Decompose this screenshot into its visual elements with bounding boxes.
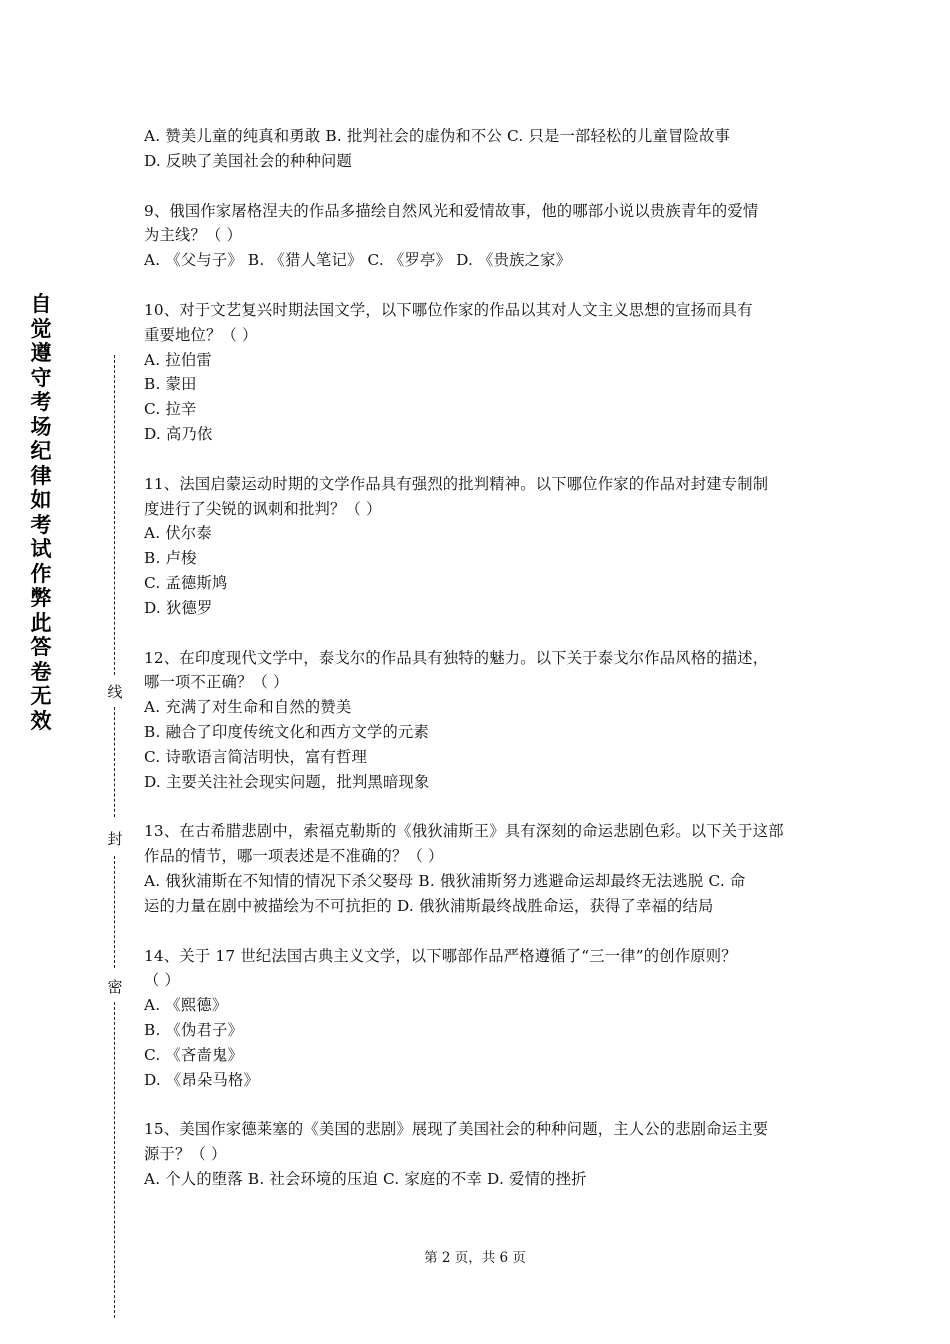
question-stem: 源于？（ ）	[144, 1145, 227, 1164]
question-stem: 重要地位？（ ）	[144, 325, 258, 344]
question-stem: 度进行了尖锐的讽刺和批判？（ ）	[144, 499, 382, 518]
question-13	[144, 819, 816, 918]
question-9	[144, 199, 816, 273]
question-stem: 作品的情节，哪一项表述是不准确的？（ ）	[144, 847, 444, 866]
option-c: C. 拉辛	[144, 400, 197, 419]
question-14	[144, 944, 816, 1093]
question-stem: 12、在印度现代文学中，泰戈尔的作品具有独特的魅力。以下关于泰戈尔作品风格的描述，	[144, 648, 769, 667]
option-b: B. 融合了印度传统文化和西方文学的元素	[144, 722, 430, 741]
exam-discipline-notice: 自觉遵守考场纪律如考试作弊此答卷无效	[30, 292, 52, 733]
question-options: A. 《父与子》 B. 《猎人笔记》 C. 《罗亭》 D. 《贵族之家》	[144, 251, 572, 270]
question-stem: 11、法国启蒙运动时期的文学作品具有强烈的批判精神。以下哪位作家的作品对封建专制制	[144, 474, 769, 493]
page-number-footer: 第 2 页，共 6 页	[424, 1250, 526, 1266]
question-12	[144, 646, 816, 795]
question-stem: 13、在古希腊悲剧中，索福克勒斯的《俄狄浦斯王》具有深刻的命运悲剧色彩。以下关于这部	[144, 822, 784, 841]
option-d: D. 高乃依	[144, 424, 213, 443]
option-a: A. 拉伯雷	[144, 350, 212, 369]
question-8-options	[144, 124, 816, 174]
question-stem: （ ）	[144, 971, 181, 990]
seal-label-line: 线	[107, 683, 123, 701]
question-stem: 10、对于文艺复兴时期法国文学，以下哪位作家的作品以其对人文主义思想的宣扬而具有	[144, 300, 753, 319]
question-11	[144, 472, 816, 621]
question-stem: 为主线？（ ）	[144, 226, 243, 245]
question-line: D. 反映了美国社会的种种问题	[144, 151, 353, 170]
question-stem: 哪一项不正确？（ ）	[144, 673, 289, 692]
binding-line-segment	[114, 707, 115, 817]
question-10	[144, 298, 816, 447]
binding-line-segment	[114, 1002, 115, 1318]
binding-line-segment	[114, 355, 115, 675]
question-15	[144, 1117, 816, 1191]
option-a: A. 《熙德》	[144, 996, 228, 1015]
option-b: B. 卢梭	[144, 549, 197, 568]
option-a: A. 伏尔泰	[144, 524, 212, 543]
question-options: 运的力量在剧中被描绘为不可抗拒的 D. 俄狄浦斯最终战胜命运，获得了幸福的结局	[144, 896, 714, 915]
option-b: B. 蒙田	[144, 375, 197, 394]
option-c: C. 孟德斯鸠	[144, 573, 228, 592]
option-c: C. 《吝啬鬼》	[144, 1045, 243, 1064]
seal-label-secret: 密	[107, 978, 123, 996]
question-list	[144, 124, 816, 1217]
question-stem: 9、俄国作家屠格涅夫的作品多描绘自然风光和爱情故事，他的哪部小说以贵族青年的爱情	[144, 201, 759, 220]
option-b: B. 《伪君子》	[144, 1020, 244, 1039]
question-line: A. 赞美儿童的纯真和勇敢 B. 批判社会的虚伪和不公 C. 只是一部轻松的儿童冒险故事	[144, 127, 730, 145]
question-options: A. 俄狄浦斯在不知情的情况下杀父娶母 B. 俄狄浦斯努力逃避命运却最终无法逃脱 C. 命	[144, 871, 746, 890]
binding-line-segment	[114, 856, 115, 968]
option-c: C. 诗歌语言简洁明快，富有哲理	[144, 747, 367, 766]
option-d: D. 《昂朵马格》	[144, 1070, 260, 1089]
seal-label-seal: 封	[107, 830, 123, 848]
question-options: A. 个人的堕落 B. 社会环境的压迫 C. 家庭的不幸 D. 爱情的挫折	[144, 1169, 587, 1188]
question-stem: 14、关于 17 世纪法国古典主义文学，以下哪部作品严格遵循了“三一律”的创作原则？	[144, 946, 737, 965]
option-d: D. 主要关注社会现实问题，批判黑暗现象	[144, 772, 430, 791]
option-a: A. 充满了对生命和自然的赞美	[144, 698, 352, 717]
question-stem: 15、美国作家德莱塞的《美国的悲剧》展现了美国社会的种种问题，主人公的悲剧命运主要	[144, 1120, 769, 1139]
option-d: D. 狄德罗	[144, 598, 213, 617]
